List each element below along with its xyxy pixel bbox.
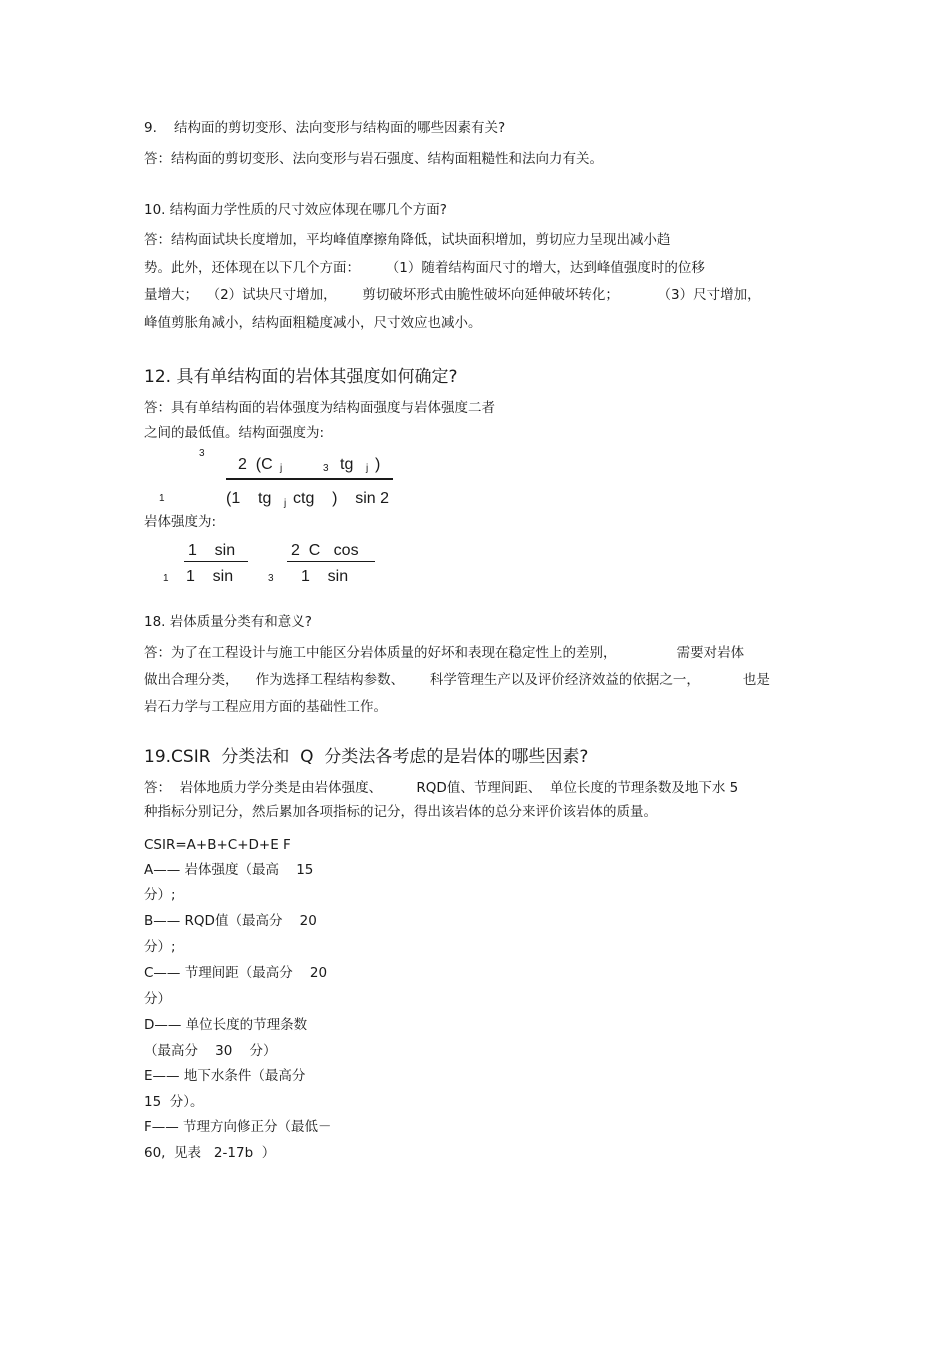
formula-subscript: j — [280, 463, 283, 474]
q12-question: 12. 具有单结构面的岩体其强度如何确定? — [144, 367, 458, 387]
csir-item: F—— 节理方向修正分（最低－ — [144, 1119, 332, 1135]
formula-denominator: ctg ) sin 2 — [293, 490, 390, 507]
q10-answer-line: 势。此外，还体现在以下几个方面： （1）随着结构面尺寸的增大，达到峰值强度时的位移 — [144, 260, 705, 276]
csir-item: 分）; — [144, 887, 176, 903]
formula-denominator: 1 sin — [186, 568, 234, 585]
q9-question: 9. 结构面的剪切变形、法向变形与结构面的哪些因素有关? — [144, 120, 506, 136]
csir-item: A—— 岩体强度（最高 15 — [144, 862, 314, 878]
fraction-bar — [226, 478, 393, 480]
formula-subscript: j — [284, 498, 287, 509]
formula-numerator: 2 C cos — [291, 542, 359, 559]
q12-answer-line: 之间的最低值。结构面强度为: — [144, 425, 325, 441]
q10-answer-line: 峰值剪胀角减小，结构面粗糙度减小，尺寸效应也减小。 — [144, 315, 482, 331]
q18-question: 18. 岩体质量分类有和意义? — [144, 614, 312, 630]
formula-denominator: (1 tg — [226, 490, 272, 507]
formula-numerator: 2 (C — [238, 456, 273, 473]
csir-item: E—— 地下水条件（最高分 — [144, 1068, 306, 1084]
rock-strength-label: 岩体强度为: — [144, 514, 217, 530]
csir-item: 60, 见表 2-17b ） — [144, 1145, 276, 1161]
formula-superscript: 3 — [199, 448, 205, 459]
q19-answer-line: 种指标分别记分，然后累加各项指标的记分，得出该岩体的总分来评价该岩体的质量。 — [144, 804, 657, 820]
csir-item: D—— 单位长度的节理条数 — [144, 1017, 308, 1033]
q19-answer-line: 答： 岩体地质力学分类是由岩体强度、 RQD值、节理间距、 单位长度的节理条数及地下水 5 — [144, 780, 739, 796]
csir-item: 分）; — [144, 939, 176, 955]
csir-item: 15 分）。 — [144, 1094, 204, 1110]
q10-question: 10. 结构面力学性质的尺寸效应体现在哪几个方面? — [144, 202, 447, 218]
fraction-bar — [184, 561, 248, 562]
q9-answer: 答：结构面的剪切变形、法向变形与岩石强度、结构面粗糙性和法向力有关。 — [144, 151, 603, 167]
formula-subscript: 3 — [323, 463, 329, 474]
q12-answer-line: 答：具有单结构面的岩体强度为结构面强度与岩体强度二者 — [144, 400, 495, 416]
csir-item: C—— 节理间距（最高分 20 — [144, 965, 328, 981]
formula-subscript: j — [366, 463, 369, 474]
formula-subscript: 3 — [268, 573, 274, 584]
formula-numerator: ) — [375, 456, 381, 473]
q19-question: 19.CSIR 分类法和 Q 分类法各考虑的是岩体的哪些因素? — [144, 747, 589, 767]
csir-item: （最高分 30 分） — [144, 1043, 277, 1059]
formula-numerator: 1 sin — [188, 542, 236, 559]
formula-denominator: 1 sin — [301, 568, 349, 585]
q18-answer-line: 答：为了在工程设计与施工中能区分岩体质量的好坏和表现在稳定性上的差别， 需要对岩体 — [144, 645, 745, 661]
formula-subscript: 1 — [163, 573, 169, 584]
csir-item: B—— RQD值（最高分 20 — [144, 913, 317, 929]
q10-answer-line: 量增大； （2）试块尺寸增加， 剪切破坏形式由脆性破坏向延伸破坏转化； （3）尺寸增加， — [144, 287, 761, 303]
formula-subscript: 1 — [159, 493, 165, 504]
q10-answer-line: 答：结构面试块长度增加，平均峰值摩擦角降低，试块面积增加，剪切应力呈现出减小趋 — [144, 232, 671, 248]
fraction-bar — [287, 561, 375, 562]
csir-formula: CSIR=A+B+C+D+E F — [144, 837, 291, 853]
formula-numerator: tg — [340, 456, 354, 473]
csir-item: 分） — [144, 991, 171, 1007]
q18-answer-line: 做出合理分类， 作为选择工程结构参数、 科学管理生产以及评价经济效益的依据之一， 也是 — [144, 672, 770, 688]
q18-answer-line: 岩石力学与工程应用方面的基础性工作。 — [144, 699, 387, 715]
